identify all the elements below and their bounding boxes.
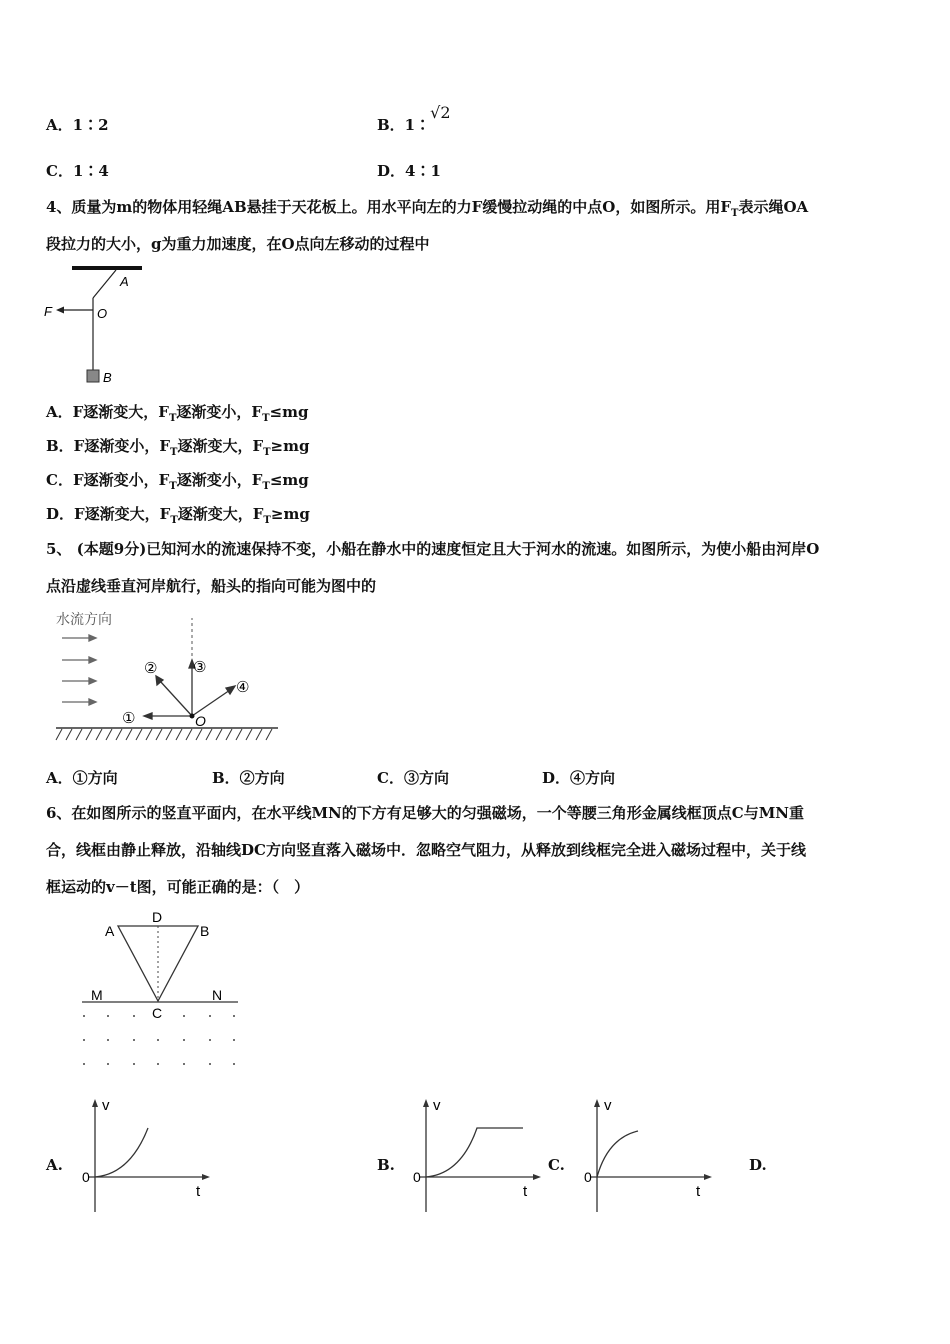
label-dir-4: ④ [236,679,250,696]
label-f: F [44,304,52,319]
q4-option-c: C．F逐渐变小，$F_T$逐渐变小，$F_T\le mg$ [46,471,309,492]
origin-label: 0 [413,1169,421,1185]
v-label: v [433,1097,441,1114]
q4-stem-line2: 段拉力的大小，g为重力加速度，在O点向左移动的过程中 [46,235,430,253]
flow-arrows [62,635,96,705]
dir-2-line [160,681,192,716]
label-b: B [200,923,210,939]
label-o: O [195,713,206,729]
force-arrowhead [56,307,64,314]
q6-stem-line2: 合，线框由静止释放，沿轴线DC方向竖直落入磁场中．忽略空气阻力，从释放到线框完全进入磁场过程中，关于线 [46,841,806,859]
q4-stem-line1 [46,196,808,219]
t-axis-head [202,1174,210,1180]
q4-line1-sub: T [731,208,739,219]
dir-1-head [144,713,152,719]
v-axis-head [92,1099,98,1107]
bank-hatching [56,729,272,740]
label-dir-1: ① [122,710,136,727]
rope-oa [93,270,116,298]
q5-option-d: D．④方向 [542,769,616,787]
t-axis-head [533,1174,541,1180]
label-d: D [152,909,163,925]
label-n: N [212,987,223,1003]
vt-graph-b [409,1096,549,1216]
label-o: O [97,306,108,321]
v-axis-head [423,1099,429,1107]
q6-option-d: D. [749,1156,767,1174]
q3-option-b-root: √2 [430,103,451,122]
label-dir-2: ② [144,660,158,677]
q5-option-a: A．①方向 [46,769,118,787]
point-o [190,714,195,719]
q6-option-b: B. [377,1156,395,1174]
q6-stem-line1: 6、在如图所示的竖直平面内，在水平线MN的下方有足够大的匀强磁场，一个等腰三角形金属线框顶点C与MN重 [46,804,805,822]
vt-graph-c [580,1096,720,1216]
t-label: t [196,1183,201,1200]
q6-option-a: A. [46,1156,63,1174]
t-label: t [523,1183,528,1200]
label-a: A [120,274,129,289]
q4-line1-tail: 表示绳OA [738,198,809,216]
curve-c [597,1131,638,1177]
q4-figure [40,262,160,387]
label-dir-3: ③ [193,659,207,676]
q6-stem-line3: 框运动的v－t图，可能正确的是：（ ） [46,878,310,896]
curve-b [426,1128,523,1177]
q4-line1-text: 4、质量为m的物体用轻绳AB悬挂于天花板上。用水平向左的力F缓慢拉动绳的中点O，如图所示。用F [46,198,731,216]
q5-stem-line2: 点沿虚线垂直河岸航行，船头的指向可能为图中的 [46,577,377,595]
label-b: B [103,370,112,385]
q5-option-c: C．③方向 [377,769,449,787]
magnetic-field-dots [83,1015,235,1065]
vt-graph-a [78,1096,218,1216]
q5-option-b: B．②方向 [212,769,285,787]
v-label: v [604,1097,612,1114]
label-c: C [152,1005,163,1021]
q4-option-a: A．F逐渐变大，$F_T$逐渐变小，$F_T\le mg$ [46,403,309,424]
q3-option-c: C．1∶4 [46,162,109,180]
q5-figure [52,606,282,746]
q3-option-b-text: B．1∶ [377,116,431,134]
q4-option-b: B．F逐渐变小，$F_T$逐渐变大，$F_T\ge mg$ [46,437,310,458]
v-label: v [102,1097,110,1114]
t-axis-head [704,1174,712,1180]
q6-figure [76,906,246,1076]
dir-4-head [226,686,235,694]
q5-stem-line1: 5、 (本题9分)已知河水的流速保持不变，小船在静水中的速度恒定且大于河水的流速。如图所示，为使小船由河岸O [46,540,820,558]
origin-label: 0 [82,1169,90,1185]
q3-option-b [377,103,451,135]
t-label: t [696,1183,701,1200]
origin-label: 0 [584,1169,592,1185]
q6-option-c: C. [548,1156,565,1174]
q3-option-d: D．4∶1 [377,162,441,180]
label-m: M [91,987,103,1003]
mass-block [87,370,99,382]
label-a: A [105,923,115,939]
flow-direction-label: 水流方向 [56,611,112,627]
q4-option-d: D．F逐渐变大，$F_T$逐渐变大，$F_T\ge mg$ [46,505,310,526]
curve-a [95,1128,148,1177]
q3-option-a: A．1∶2 [46,116,109,134]
v-axis-head [594,1099,600,1107]
